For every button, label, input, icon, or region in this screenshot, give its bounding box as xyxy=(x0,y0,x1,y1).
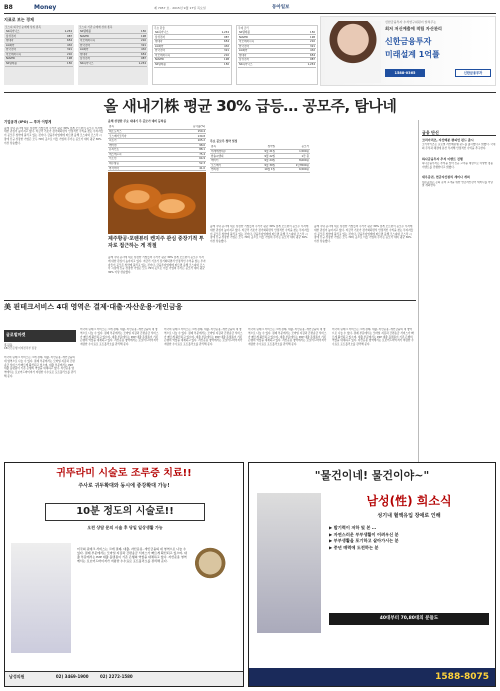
column-author-role: KB국민은행 미래전략부 팀장 xyxy=(4,347,37,351)
market1-cell: 아모레퍼시픽 xyxy=(5,52,49,57)
market4-cell: SK하이닉스 xyxy=(238,63,288,68)
market2-cell: 1,234 xyxy=(123,62,147,67)
market4-cell: 987 xyxy=(288,58,316,63)
table2-cell: 9월 30일 xyxy=(248,163,276,168)
table1-cell: 88.1 xyxy=(165,148,206,153)
section-title: Money xyxy=(34,4,57,11)
market3-cell: 210 xyxy=(203,53,230,58)
market1-cell: 삼성전자 xyxy=(5,34,49,39)
market-box-4-title: 국제 금리 xyxy=(238,27,249,30)
ad-right-footer xyxy=(249,668,495,686)
table1-row xyxy=(108,166,206,171)
market4-cell: 654 xyxy=(288,53,316,58)
sidebar-briefs xyxy=(422,130,496,500)
article2-title: 제주항공·포렌뷰티 켄지주 관심 중장기적 투자로 접근하는 게 적절 xyxy=(108,236,204,249)
sidebar-item xyxy=(422,175,496,188)
table1-cell: 코스메카코리아 xyxy=(108,134,165,139)
market2-cell: LG화학 xyxy=(79,48,123,53)
market4-cell: 아모레퍼시픽 xyxy=(238,40,288,45)
table1-cell: 에스에프씨 xyxy=(108,152,165,157)
table2-cell: 1,500원 xyxy=(276,149,310,154)
market1-cell: 321 xyxy=(49,48,73,53)
market4-cell: 1,234 xyxy=(288,63,316,68)
ad-right-list xyxy=(329,525,489,552)
ad-top-line4: 미래설계 1억플 xyxy=(385,50,440,59)
market1-row xyxy=(5,62,73,67)
ad-top-phone: 1588-0365 xyxy=(385,69,425,77)
market-indicators xyxy=(4,17,318,89)
section-rule xyxy=(4,300,416,301)
market-box-1 xyxy=(4,25,74,85)
eggs-photo xyxy=(108,172,206,234)
sidebar-item xyxy=(422,138,496,151)
table2-cell: 1만 원 xyxy=(276,154,310,159)
table2-cell: 6,500원 xyxy=(276,168,310,173)
table2-cell: 엔지켐 xyxy=(210,168,248,173)
market1-cell: 한국전력 xyxy=(5,48,49,53)
column-author-name: 홍길동 xyxy=(4,343,13,347)
doctor-photo xyxy=(11,543,71,653)
market4-cell: 198 xyxy=(288,35,316,40)
table2-cell: 종목 xyxy=(210,145,248,150)
ad-right-brand: 남성(性) 희소식 xyxy=(366,494,452,508)
market1-cell: 150 xyxy=(49,62,73,67)
market1-cell: 1,234 xyxy=(49,29,73,34)
ad-left-footer xyxy=(5,671,243,686)
market3-row xyxy=(154,63,230,68)
ad-top-logo: 신한금융투자 xyxy=(455,69,491,77)
sidebar-divider xyxy=(418,120,419,500)
market2-cell: 987 xyxy=(123,57,147,62)
market3-cell: SK하이닉스 xyxy=(154,30,203,35)
market1-cell: 987 xyxy=(49,34,73,39)
shinhan-ad[interactable] xyxy=(320,16,496,86)
market2-cell: 현대차 xyxy=(79,52,123,57)
market2-cell: NAVER xyxy=(79,34,123,39)
table2-cell: 8,000원 xyxy=(276,159,310,164)
table2-cell: 코스메카 xyxy=(210,163,248,168)
table1-cell: 까사미아 xyxy=(108,166,165,171)
column-title: 美 핀테크서비스 4대 영역은 결제·대출·자산운용·개인금융 xyxy=(4,303,183,311)
market-box-4 xyxy=(236,25,318,85)
market1-cell: 210 xyxy=(49,52,73,57)
sidebar-title: 금융 단신 xyxy=(422,130,496,136)
ad-right-badge: 40대부터 70,80대의 분들도 xyxy=(329,613,489,625)
table1-cell: 씨트리 xyxy=(108,139,165,144)
ad-right-list-item: ▶ 중년 매력에 도전하는 분 xyxy=(329,545,379,551)
table2-cell: 한솔씨앤피 xyxy=(210,154,248,159)
ad-top-line2: 최저 저신예출에 적립 자산관리 xyxy=(385,26,442,31)
article-body: 올해 국내 증시에 새로 상장한 기업들의 주가가 평균 30% 넘게 오르면서 공모주 투자에 대한 관심이 높아지고 있다. 저금리 기조가 장기화되면서 안정적인 수익을 찾는 투자자들이 공모주 청약에 몰리고 있는 것이다. 금융투자업계에 따르면 올해 코스피와 코스닥 시장에 신규 상장한 기업은 모두 70여 곳으로 이들 기업의 주가는 공모가 대비 평균 30% 이상 상승했다. xyxy=(4,126,104,145)
table2-cell: 1만3500원 xyxy=(276,163,310,168)
ad-left-clinic: 남성의원 xyxy=(9,674,25,679)
market-box-3-title: 주요 환율 xyxy=(154,27,165,30)
table1-cell: 제주항공 xyxy=(108,162,165,167)
table1-cell: 종목 xyxy=(108,125,165,130)
market3-cell: 198 xyxy=(203,58,230,63)
main-headline: 올 새내기株 평균 30% 급등… 공모주, 탐나네 xyxy=(103,97,397,115)
ad-left-sub: 주사로 귀두확대와 동시에 증강확대 가능! xyxy=(78,482,170,489)
market2-cell: SK하이닉스 xyxy=(79,62,123,67)
table2-cell: 9월 21일 xyxy=(248,149,276,154)
paper-name: 동아일보 xyxy=(272,5,290,10)
market2-cell: 아모레퍼시픽 xyxy=(79,39,123,44)
market3-cell: LG화학 xyxy=(154,44,203,49)
table-ipo-schedule xyxy=(210,140,310,220)
market1-cell: SK하이닉스 xyxy=(5,29,49,34)
table1-cell: 98.6 xyxy=(165,143,206,148)
ad-right-photo xyxy=(257,493,321,633)
table1-cell: 41.0 xyxy=(165,166,206,171)
clinic-ad-left[interactable] xyxy=(4,462,244,687)
column-body-3: 미국의 핀테크 서비스는 크게 결제, 대출, 자산운용, 개인금융의 네 영역으로 나눌 수 있다. 결제 부문에서는 모바일 지갑과 간편송금 서비스가 빠르게 확산되고 있으며, 대출 부문에서는 P2P 대출 플랫폼이 기존 은행의 역할을 대체하고 있다. 자산운용 영역에서는 로보어드바이저가 저렴한 수수료로 포트폴리오를 관리해 준다. xyxy=(164,328,243,346)
column-body-4: 미국의 핀테크 서비스는 크게 결제, 대출, 자산운용, 개인금융의 네 영역으로 나눌 수 있다. 결제 부문에서는 모바일 지갑과 간편송금 서비스가 빠르게 확산되고 있으며, 대출 부문에서는 P2P 대출 플랫폼이 기존 은행의 역할을 대체하고 있다. 자산운용 영역에서는 로보어드바이저가 저렴한 수수료로 포트폴리오를 관리해 준다. xyxy=(248,328,327,346)
market3-cell: 654 xyxy=(203,40,230,45)
column-body-5: 미국의 핀테크 서비스는 크게 결제, 대출, 자산운용, 개인금융의 네 영역으로 나눌 수 있다. 결제 부문에서는 모바일 지갑과 간편송금 서비스가 빠르게 확산되고 있으며, 대출 부문에서는 P2P 대출 플랫폼이 기존 은행의 역할을 대체하고 있다. 자산운용 영역에서는 로보어드바이저가 저렴한 수수료로 포트폴리오를 관리해 준다. xyxy=(332,328,414,346)
sidebar-item xyxy=(422,157,496,170)
mushroom-image xyxy=(191,547,239,587)
market2-cell: 210 xyxy=(123,39,147,44)
ad-right-phone: 1588-8075 xyxy=(435,672,489,682)
table1-cell: 75.4 xyxy=(165,152,206,157)
column-body-2: 미국의 핀테크 서비스는 크게 결제, 대출, 자산운용, 개인금융의 네 영역으로 나눌 수 있다. 결제 부문에서는 모바일 지갑과 간편송금 서비스가 빠르게 확산되고 있으며, 대출 부문에서는 P2P 대출 플랫폼이 기존 은행의 역할을 대체하고 있다. 자산운용 영역에서는 로보어드바이저가 저렴한 수수료로 포트폴리오를 관리해 준다. xyxy=(80,328,159,346)
market1-cell: SK텔레콤 xyxy=(5,62,49,67)
ad-right-sub: 성기내 혈액유입 장애로 인해 xyxy=(377,513,441,519)
table2-cell: 미래에셋대우 xyxy=(210,149,248,154)
issue-date: 제 7057 호 · 2015년 9월 17일 목요일 xyxy=(154,6,206,10)
ad-right-list-item: ▶ 자연스러운 부부생활이 어려우신 분 xyxy=(329,531,399,537)
market-box-3 xyxy=(152,25,232,85)
market3-cell: 한국전력 xyxy=(154,49,203,54)
ad-right-list-item: ▶ 발기력이 저하 및 본 … xyxy=(329,525,377,530)
market1-cell: 현대차 xyxy=(5,39,49,44)
table1-cell: 105.2 xyxy=(165,139,206,144)
sidebar-item-body: 대우증권은 은퇴 준비 고객을 위한 연금자산관리 세미나를 이달 말 개최한다. xyxy=(422,180,493,188)
market3-cell: 432 xyxy=(203,44,230,49)
market2-cell: 198 xyxy=(123,34,147,39)
market4-cell: 현대차 xyxy=(238,53,288,58)
table1-cell: 64.9 xyxy=(165,157,206,162)
market2-cell: 150 xyxy=(123,29,147,34)
market3-cell: 321 xyxy=(203,49,230,54)
table2-cell: 에이티 xyxy=(210,159,248,164)
market3-cell: 150 xyxy=(203,63,230,68)
page-number: B8 xyxy=(4,4,13,11)
ad-left-phone1: 02) 3469-1900 xyxy=(55,674,89,679)
clinic-ad-right[interactable] xyxy=(248,462,496,687)
table2-cell: 10월 1일 xyxy=(248,168,276,173)
table1-cell: 제노포커스 xyxy=(108,129,165,134)
market2-row xyxy=(79,62,147,67)
market2-cell: 654 xyxy=(123,52,147,57)
article2-body: 올해 국내 증시에 새로 상장한 기업들의 주가가 평균 30% 넘게 오르면서 공모주 투자에 대한 관심이 높아지고 있다. 저금리 기조가 장기화되면서 안정적인 수익을 찾는 투자자들이 공모주 청약에 몰리고 있는 것이다. 금융투자업계에 따르면 올해 코스피와 코스닥 시장에 신규 상장한 기업은 모두 70여 곳으로 이들 기업의 주가는 공모가 대비 평균 30% 이상 상승했다. xyxy=(108,256,206,274)
market1-cell: LG화학 xyxy=(5,43,49,48)
market2-cell: 321 xyxy=(123,43,147,48)
market4-cell: NAVER xyxy=(238,35,288,40)
sidebar-item-head: 코리아리츠, 자산배분 챔피언 펀드 출시 xyxy=(422,138,474,143)
page-header xyxy=(4,4,496,14)
market4-row xyxy=(238,63,316,68)
market3-cell: 987 xyxy=(203,35,230,40)
market2-cell: 삼성전자 xyxy=(79,57,123,62)
column-author xyxy=(4,343,76,351)
column-body-1: 미국의 핀테크 서비스는 크게 결제, 대출, 자산운용, 개인금융의 네 영역으로 나눌 수 있다. 결제 부문에서는 모바일 지갑과 간편송금 서비스가 빠르게 확산되고 있으며, 대출 부문에서는 P2P 대출 플랫폼이 기존 은행의 역할을 대체하고 있다. 자산운용 영역에서는 로보어드바이저가 저렴한 수수료로 포트폴리오를 관리해 준다. xyxy=(4,356,76,378)
ad-top-line3: 신한금융투자 xyxy=(385,37,432,46)
article-body-right: 올해 국내 증시에 새로 상장한 기업들의 주가가 평균 30% 넘게 오르면서 공모주 투자에 대한 관심이 높아지고 있다. 저금리 기조가 장기화되면서 안정적인 수익을 찾는 투자자들이 공모주 청약에 몰리고 있는 것이다. 금융투자업계에 따르면 올해 코스피와 코스닥 시장에 신규 상장한 기업은 모두 70여 곳으로 이들 기업의 주가는 공모가 대비 평균 30% 이상 상승했다. xyxy=(314,225,414,243)
sidebar-item-head: 대우증권, 연금자산관리 세미나 개최 xyxy=(422,175,470,180)
market4-cell: SK텔레콤 xyxy=(238,30,288,35)
sidebar-item-head: 하나금융투자 추석 이벤트 진행 xyxy=(422,156,463,161)
model-photo xyxy=(325,21,381,83)
article-ipo xyxy=(4,120,104,295)
ad-left-title: 귀뚜라미 시술로 조루증 치료!! xyxy=(56,468,192,479)
table2-row xyxy=(210,168,310,173)
market1-cell: 654 xyxy=(49,39,73,44)
market-box-2 xyxy=(78,25,148,85)
market3-cell: 1,234 xyxy=(203,30,230,35)
market3-cell: 현대차 xyxy=(154,40,203,45)
market2-cell: SK텔레콤 xyxy=(79,29,123,34)
table1-cell: 52.3 xyxy=(165,162,206,167)
market1-cell: NAVER xyxy=(5,57,49,62)
article-body-middle: 올해 국내 증시에 새로 상장한 기업들의 주가가 평균 30% 넘게 오르면서 공모주 투자에 대한 관심이 높아지고 있다. 저금리 기조가 장기화되면서 안정적인 수익을 찾는 투자자들이 공모주 청약에 몰리고 있는 것이다. 금융투자업계에 따르면 올해 코스피와 코스닥 시장에 신규 상장한 기업은 모두 70여 곳으로 이들 기업의 주가는 공모가 대비 평균 30% 이상 상승했다. xyxy=(210,225,310,243)
market3-cell: 삼성전자 xyxy=(154,35,203,40)
table1-title: 올해 상장한 주요 새내기 주 공모가 대비 등락률 xyxy=(108,119,167,123)
table1-cell: 유지인트 xyxy=(108,148,165,153)
table1-cell: 등락률(%) xyxy=(165,125,206,130)
ad-right-quote: "물건이네! 물건이야~" xyxy=(314,469,430,482)
market3-cell: 아모레퍼시픽 xyxy=(154,53,203,58)
article-kicker: 기업공개 (IPO) — 투자 이렇게 xyxy=(4,120,52,124)
ad-left-box: 10분 정도의 시술로!! xyxy=(45,503,205,521)
market4-cell: 150 xyxy=(288,30,316,35)
table1-cell: 케어젠 xyxy=(108,143,165,148)
table2-cell: 청약일 xyxy=(248,145,276,150)
column-label: 글로벌마켓 xyxy=(4,330,76,342)
market4-cell: LG화학 xyxy=(238,49,288,54)
market3-cell: SK텔레콤 xyxy=(154,63,203,68)
market-title: 지표로 보는 경제 xyxy=(4,17,34,22)
market4-cell: 한국전력 xyxy=(238,44,288,49)
ad-right-list-item: ▶ 부부생활을 포기하고 살아가시는 분 xyxy=(329,538,399,544)
table2-cell: 9월 22일 xyxy=(248,154,276,159)
market4-cell: 321 xyxy=(288,44,316,49)
table1-cell: 130.8 xyxy=(165,134,206,139)
market1-cell: 432 xyxy=(49,43,73,48)
table2-cell: 9월 24일 xyxy=(248,159,276,164)
table2-cell: 공모가 xyxy=(276,145,310,150)
table1-cell: 이노션 xyxy=(108,157,165,162)
table2-title: 주요 공모주 청약 일정 xyxy=(210,139,238,143)
market3-cell: NAVER xyxy=(154,58,203,63)
ad-top-line1: 신한금융투자 수석연구위원이 알려주는 xyxy=(385,20,437,24)
headline-rule xyxy=(4,92,496,93)
ad-left-phone2: 02) 2272-1580 xyxy=(100,674,133,679)
market4-cell: 432 xyxy=(288,49,316,54)
ad-left-body: 미국의 핀테크 서비스는 크게 결제, 대출, 자산운용, 개인금융의 네 영역으로 나눌 수 있다. 결제 부문에서는 모바일 지갑과 간편송금 서비스가 빠르게 확산되고 있으며, 대출 부문에서는 P2P 대출 플랫폼이 기존 은행의 역할을 대체하고 있다. 자산운용 영역에서는 로보어드바이저가 저렴한 수수료로 포트폴리오를 관리해 준다. xyxy=(77,547,187,564)
market1-cell: 198 xyxy=(49,57,73,62)
ad-left-tag: 오전 상담 문의 시술 후 당일 일상생활 가능 xyxy=(87,525,163,530)
market4-cell: 210 xyxy=(288,40,316,45)
sidebar-item-body: 코리아리츠는 글로벌 자산배분형 펀드를 출시했다고 밝혔다. 국내외 주식과 채권에 분산 투자해 안정적인 수익을 추구한다. xyxy=(422,143,496,151)
table1-cell: 150.4 xyxy=(165,129,206,134)
market-box-1-title: 코스피 외국인 순매매 상위 종목 xyxy=(5,26,41,29)
market2-cell: 432 xyxy=(123,48,147,53)
sidebar-item-body: 하나금융투자는 추석을 맞아 신규 고객을 대상으로 다양한 경품 이벤트를 진행한다고 밝혔다. xyxy=(422,161,493,169)
market2-cell: 한국전력 xyxy=(79,43,123,48)
market-box-2-title: 코스피 기관 순매매 상위 종목 xyxy=(79,26,113,29)
market4-cell: 삼성전자 xyxy=(238,58,288,63)
